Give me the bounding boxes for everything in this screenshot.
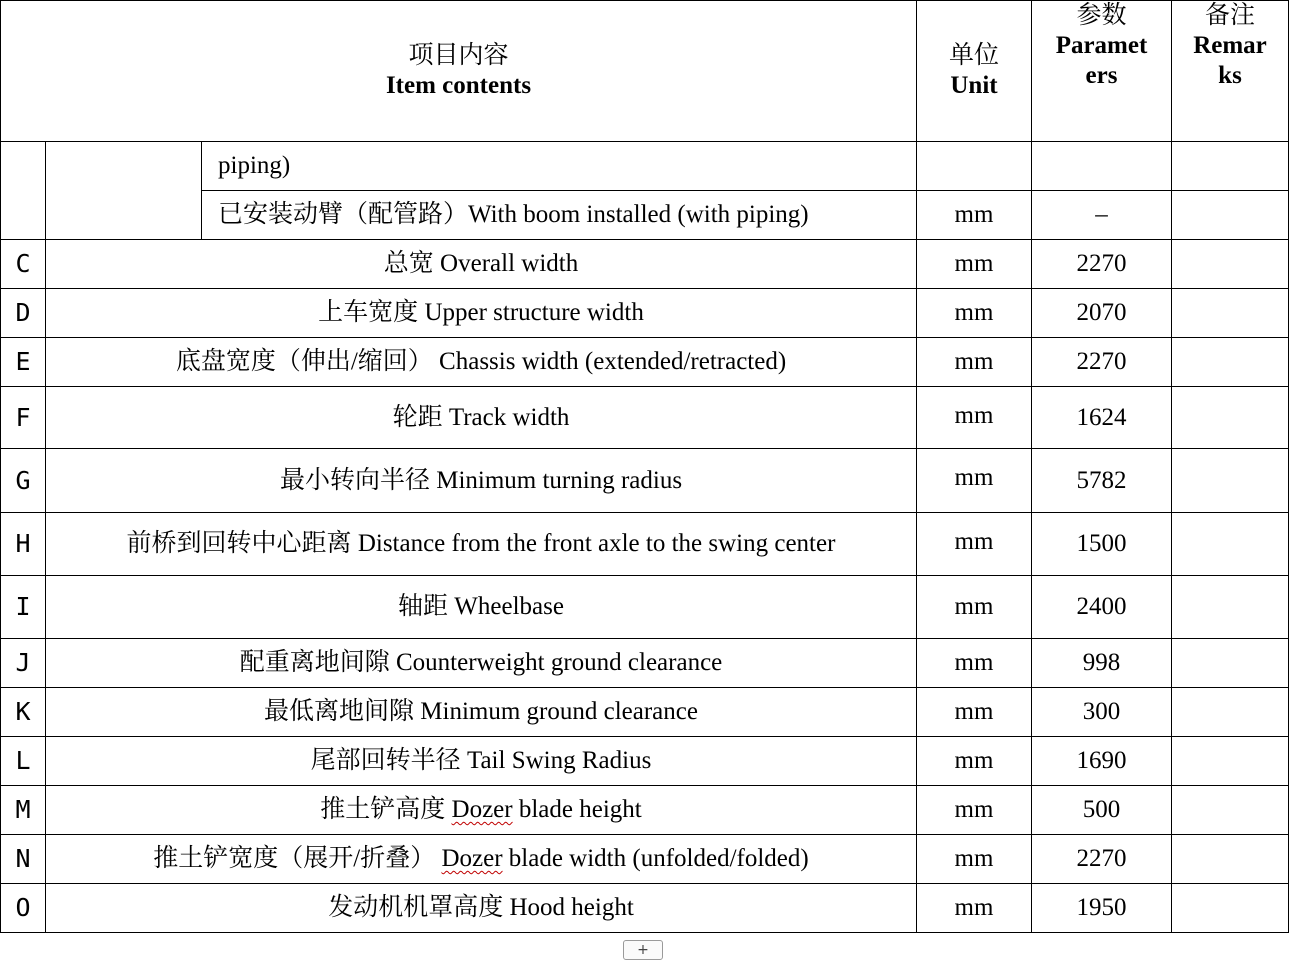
value-cell: 1690 bbox=[1032, 737, 1172, 786]
item-en: Wheelbase bbox=[454, 593, 564, 620]
code-cell: G bbox=[1, 449, 46, 513]
code-cell: N bbox=[1, 835, 46, 884]
value-cell: 2400 bbox=[1032, 576, 1172, 639]
item-cn: 上车宽度 bbox=[318, 299, 419, 326]
value-cell: – bbox=[1032, 191, 1172, 240]
item-en: Hood height bbox=[509, 894, 634, 921]
item-cn: 轮距 bbox=[392, 403, 443, 431]
code-cell: H bbox=[1, 513, 46, 576]
code-cell: M bbox=[1, 786, 46, 835]
header-item-cn: 项目内容 bbox=[408, 42, 509, 69]
item-cell bbox=[46, 688, 917, 737]
item-cn: 发动机机罩高度 bbox=[328, 894, 504, 921]
item-cell bbox=[46, 240, 917, 289]
header-parameters bbox=[1032, 1, 1172, 142]
item-cell bbox=[46, 737, 917, 786]
code-cell: O bbox=[1, 884, 46, 933]
value-cell: 1950 bbox=[1032, 884, 1172, 933]
table-row bbox=[1, 289, 1289, 338]
code-cell: L bbox=[1, 737, 46, 786]
item-cn: 推土铲宽度（展开/折叠） bbox=[153, 845, 436, 872]
code-cell: F bbox=[1, 387, 46, 449]
item-cn: 推土铲高度 bbox=[320, 796, 446, 823]
remark-cell bbox=[1172, 191, 1289, 240]
add-row-button[interactable]: + bbox=[623, 940, 663, 960]
unit-cell: mm bbox=[917, 884, 1032, 933]
unit-cell: mm bbox=[917, 191, 1032, 240]
item-cn: 尾部回转半径 bbox=[310, 747, 461, 774]
value-cell bbox=[1032, 142, 1172, 191]
header-param-cn: 参数 bbox=[1076, 2, 1127, 29]
table-row bbox=[1, 449, 1289, 513]
remark-cell bbox=[1172, 737, 1289, 786]
code-cell: C bbox=[1, 240, 46, 289]
code-cell: D bbox=[1, 289, 46, 338]
value-cell: 300 bbox=[1032, 688, 1172, 737]
code-cell bbox=[1, 142, 46, 240]
item-en: Minimum turning radius bbox=[436, 466, 683, 494]
unit-cell: mm bbox=[917, 240, 1032, 289]
item-en: blade height bbox=[518, 796, 642, 823]
value-cell: 500 bbox=[1032, 786, 1172, 835]
header-param-en-1: Paramet bbox=[1055, 32, 1148, 59]
unit-cell: mm bbox=[917, 688, 1032, 737]
item-cell bbox=[46, 387, 917, 449]
header-remark-cn: 备注 bbox=[1204, 2, 1255, 29]
item-en: Tail Swing Radius bbox=[466, 747, 652, 774]
table-row bbox=[1, 835, 1289, 884]
value-cell: 998 bbox=[1032, 639, 1172, 688]
item-cell bbox=[46, 786, 917, 835]
remark-cell bbox=[1172, 576, 1289, 639]
value-cell: 2270 bbox=[1032, 240, 1172, 289]
table-row bbox=[1, 142, 1289, 191]
table-row bbox=[1, 240, 1289, 289]
item-en: Overall width bbox=[440, 250, 579, 277]
unit-cell: mm bbox=[917, 387, 1032, 449]
remark-cell bbox=[1172, 240, 1289, 289]
unit-cell: mm bbox=[917, 513, 1032, 576]
table-row bbox=[1, 884, 1289, 933]
remark-cell bbox=[1172, 688, 1289, 737]
header-item-contents bbox=[1, 1, 917, 142]
item-cn: 底盘宽度（伸出/缩回） bbox=[175, 348, 433, 375]
item-en: Upper structure width bbox=[424, 299, 644, 326]
remark-cell bbox=[1172, 387, 1289, 449]
item-cn: 总宽 bbox=[383, 250, 434, 277]
item-cn: 配重离地间隙 bbox=[239, 649, 390, 676]
table-row bbox=[1, 513, 1289, 576]
item-en: Track width bbox=[448, 403, 570, 431]
item-en: blade width (unfolded/folded) bbox=[508, 845, 809, 872]
unit-cell: mm bbox=[917, 737, 1032, 786]
item-cell bbox=[46, 639, 917, 688]
header-remarks bbox=[1172, 1, 1289, 142]
item-cell bbox=[46, 884, 917, 933]
unit-cell: mm bbox=[917, 449, 1032, 513]
code-cell: J bbox=[1, 639, 46, 688]
remark-cell bbox=[1172, 338, 1289, 387]
item-cell bbox=[46, 289, 917, 338]
table-row bbox=[1, 688, 1289, 737]
item-cell bbox=[46, 449, 917, 513]
value-cell: 2070 bbox=[1032, 289, 1172, 338]
item-en: Chassis width (extended/retracted) bbox=[439, 348, 787, 375]
item-cell: 已安装动臂（配管路）With boom installed (with piping) bbox=[202, 191, 917, 240]
table-row bbox=[1, 387, 1289, 449]
remark-cell bbox=[1172, 513, 1289, 576]
header-unit-en: Unit bbox=[950, 72, 998, 99]
item-cell bbox=[46, 576, 917, 639]
unit-cell: mm bbox=[917, 576, 1032, 639]
remark-cell bbox=[1172, 289, 1289, 338]
header-item-en: Item contents bbox=[385, 72, 532, 99]
item-en: Distance from the front axle to the swing center bbox=[357, 530, 836, 557]
remark-cell bbox=[1172, 449, 1289, 513]
code-cell: E bbox=[1, 338, 46, 387]
value-cell: 2270 bbox=[1032, 835, 1172, 884]
remark-cell bbox=[1172, 835, 1289, 884]
sub-category-cell bbox=[46, 142, 202, 240]
header-remark-en-2: ks bbox=[1218, 62, 1242, 89]
item-en: Minimum ground clearance bbox=[420, 698, 698, 725]
table-row bbox=[1, 639, 1289, 688]
table-row bbox=[1, 338, 1289, 387]
item-cell bbox=[46, 338, 917, 387]
remark-cell bbox=[1172, 639, 1289, 688]
header-unit-cn: 单位 bbox=[948, 42, 999, 69]
value-cell: 1624 bbox=[1032, 387, 1172, 449]
unit-cell: mm bbox=[917, 289, 1032, 338]
code-cell: K bbox=[1, 688, 46, 737]
spellcheck-word: Dozer bbox=[451, 796, 513, 823]
unit-cell: mm bbox=[917, 786, 1032, 835]
item-cell bbox=[46, 835, 917, 884]
value-cell: 2270 bbox=[1032, 338, 1172, 387]
unit-cell bbox=[917, 142, 1032, 191]
unit-cell: mm bbox=[917, 338, 1032, 387]
item-cn: 前桥到回转中心距离 bbox=[126, 530, 352, 557]
item-cell bbox=[46, 513, 917, 576]
unit-cell: mm bbox=[917, 639, 1032, 688]
item-cell: piping) bbox=[202, 142, 917, 191]
table-row bbox=[1, 786, 1289, 835]
header-remark-en-1: Remar bbox=[1193, 32, 1267, 59]
item-cn: 最低离地间隙 bbox=[264, 698, 415, 725]
header-row bbox=[1, 1, 1289, 142]
remark-cell bbox=[1172, 142, 1289, 191]
header-param-en-2: ers bbox=[1085, 62, 1118, 89]
table-row bbox=[1, 576, 1289, 639]
item-en: Counterweight ground clearance bbox=[396, 649, 723, 676]
table-row bbox=[1, 737, 1289, 786]
header-unit bbox=[917, 1, 1032, 142]
unit-cell: mm bbox=[917, 835, 1032, 884]
remark-cell bbox=[1172, 786, 1289, 835]
item-cn: 轴距 bbox=[398, 593, 449, 620]
code-cell: I bbox=[1, 576, 46, 639]
item-cn: 最小转向半径 bbox=[279, 466, 430, 494]
remark-cell bbox=[1172, 884, 1289, 933]
value-cell: 5782 bbox=[1032, 449, 1172, 513]
value-cell: 1500 bbox=[1032, 513, 1172, 576]
spellcheck-word: Dozer bbox=[441, 845, 503, 872]
